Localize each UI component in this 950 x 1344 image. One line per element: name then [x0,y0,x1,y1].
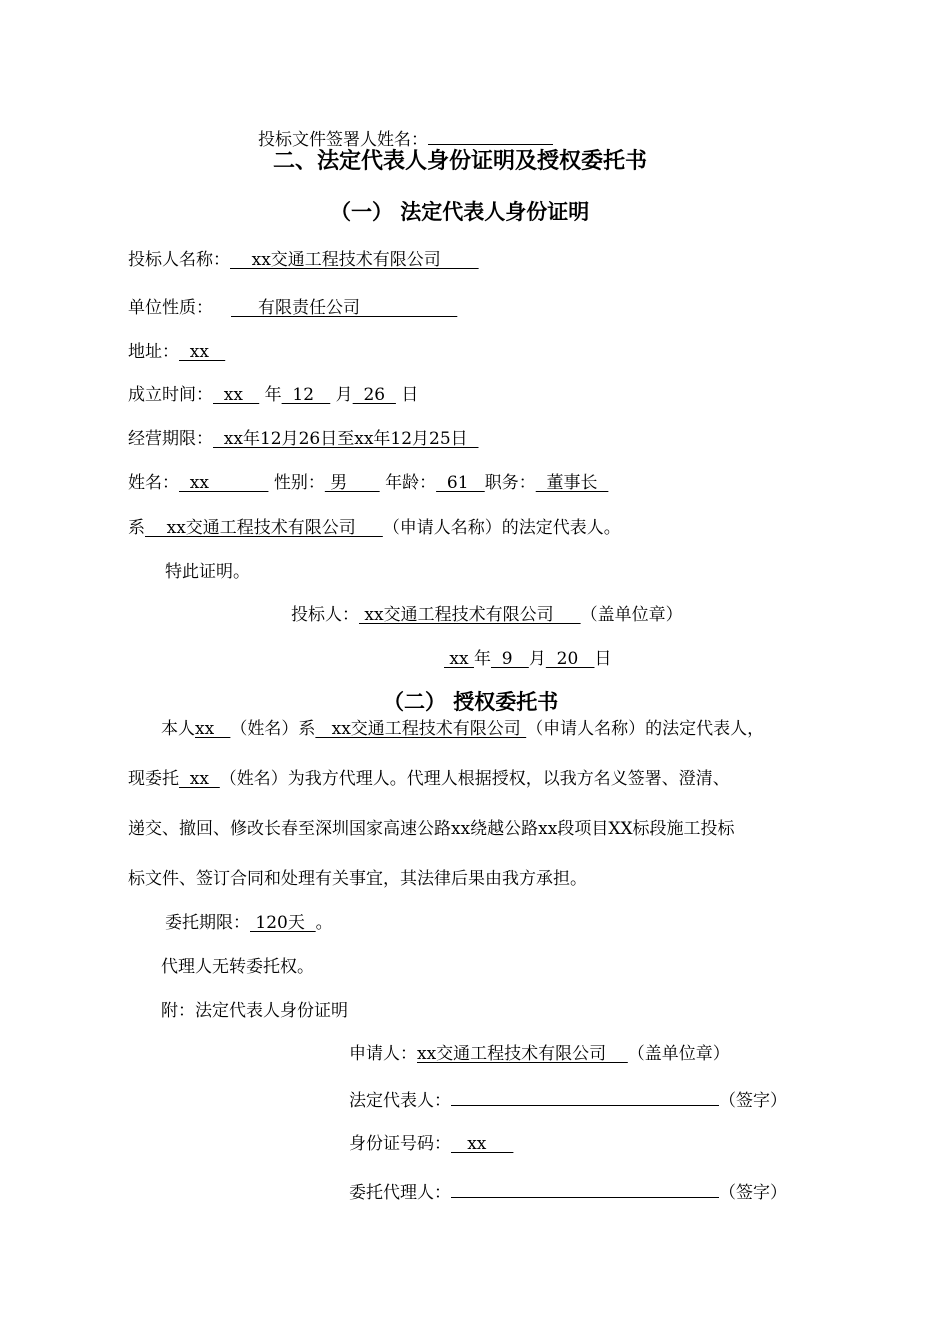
id-number-value: xx [451,1134,514,1154]
name-label: 姓名： [128,473,179,493]
applicant-row [349,1043,730,1065]
date-row [444,648,611,670]
no-transfer-text: 代理人无转委托权。 [161,957,314,977]
authorization-paragraph-line1 [161,718,764,740]
p2-a: 现委托 [128,769,179,789]
founded-label: 成立时间： [128,385,213,405]
founded-day: 26 [352,385,396,405]
bidder-sign-label: 投标人： [291,605,359,625]
address-label: 地址： [128,342,179,362]
p2-b: （姓名）为我方代理人。代理人根据授权，以我方名义签署、澄清、 [219,769,730,789]
p1-name: xx [195,719,231,739]
attachment-text: 附：法定代表人身份证明 [161,1001,348,1021]
legal-rep-signature-blank[interactable] [451,1087,719,1106]
agent-sign-row [349,1179,787,1204]
day-char: 日 [401,385,419,405]
legal-rep-sign-row [349,1087,787,1112]
legal-rep-statement [128,517,621,539]
legal-rep-sign-note: （签字） [719,1091,787,1111]
belongs-company: xx交通工程技术有限公司 [145,518,383,538]
authorization-paragraph-line4: 标文件、签订合同和处理有关事宜，其法律后果由我方承担。 [128,869,587,889]
p1-a: 本人 [161,719,195,739]
applicant-label: 申请人： [349,1044,417,1064]
business-term-row [128,428,479,450]
legal-rep-label: 法定代表人： [349,1091,451,1111]
p1-company: xx交通工程技术有限公司 [315,719,527,739]
bidder-name-row [128,249,479,271]
address-row [128,341,225,363]
business-term-value: xx年12月26日至xx年12月25日 [213,429,479,449]
address-value: xx [179,342,226,362]
gender-label: 性别： [273,473,325,493]
position-value: 董事长 [535,473,609,493]
date-month: 9 [490,649,529,669]
age-label: 年龄： [385,473,437,493]
agent-signature-blank[interactable] [451,1179,719,1198]
p2-name: xx [179,769,220,789]
unit-nature-row [128,297,457,319]
applicant-value: xx交通工程技术有限公司 [417,1044,628,1064]
date-day-char: 日 [594,649,612,669]
business-term-label: 经营期限： [128,429,213,449]
authorization-term-row [165,912,333,934]
date-year: xx [444,649,474,669]
authorization-paragraph-line2 [128,768,730,790]
authorization-paragraph-line3: 递交、撤回、修改长春至深圳国家高速公路xx绕越公路xx段项目XX标段施工投标 [128,819,735,839]
authorization-term-value: 120天 [250,913,316,933]
date-month-char: 月 [528,649,546,669]
signer-blank[interactable] [428,126,553,145]
position-label: 职务： [484,473,536,493]
unit-nature-value: 有限责任公司 [231,298,458,318]
date-year-char: 年 [473,649,491,669]
id-number-label: 身份证号码： [349,1134,451,1154]
signer-label: 投标文件签署人姓名： [258,130,428,150]
founded-year: xx [213,385,260,405]
section1-title: （一） 法定代表人身份证明 [330,200,590,224]
authorization-term-end: 。 [315,913,333,933]
date-day: 20 [545,649,595,669]
main-title: 二、法定代表人身份证明及授权委托书 [273,149,648,174]
p1-c: （申请人名称）的法定代表人， [526,719,765,739]
section2-title: （二） 授权委托书 [383,690,559,714]
agent-sign-note: （签字） [719,1183,787,1203]
authorization-term-label: 委托期限： [165,913,250,933]
belongs-suffix: （申请人名称）的法定代表人。 [382,518,621,538]
bidder-sign-row [291,604,683,626]
bidder-sign-value: xx交通工程技术有限公司 [359,605,581,625]
gender-value: 男 [324,473,380,493]
month-char: 月 [335,385,353,405]
agent-label: 委托代理人： [349,1183,451,1203]
person-info-row [128,472,608,494]
founded-row [128,384,418,406]
unit-nature-label: 单位性质： [128,298,213,318]
bidder-seal-note: （盖单位章） [580,605,683,625]
certify-text: 特此证明。 [165,562,250,582]
applicant-seal-note: （盖单位章） [627,1044,730,1064]
bidder-name-value: xx交通工程技术有限公司 [230,250,479,270]
bidder-name-label: 投标人名称： [128,250,230,270]
belongs-prefix: 系 [128,518,145,538]
age-value: 61 [436,473,485,493]
id-number-row [349,1133,513,1155]
name-value: xx [179,473,269,493]
year-char: 年 [264,385,282,405]
founded-month: 12 [281,385,331,405]
p1-b: （姓名）系 [230,719,316,739]
